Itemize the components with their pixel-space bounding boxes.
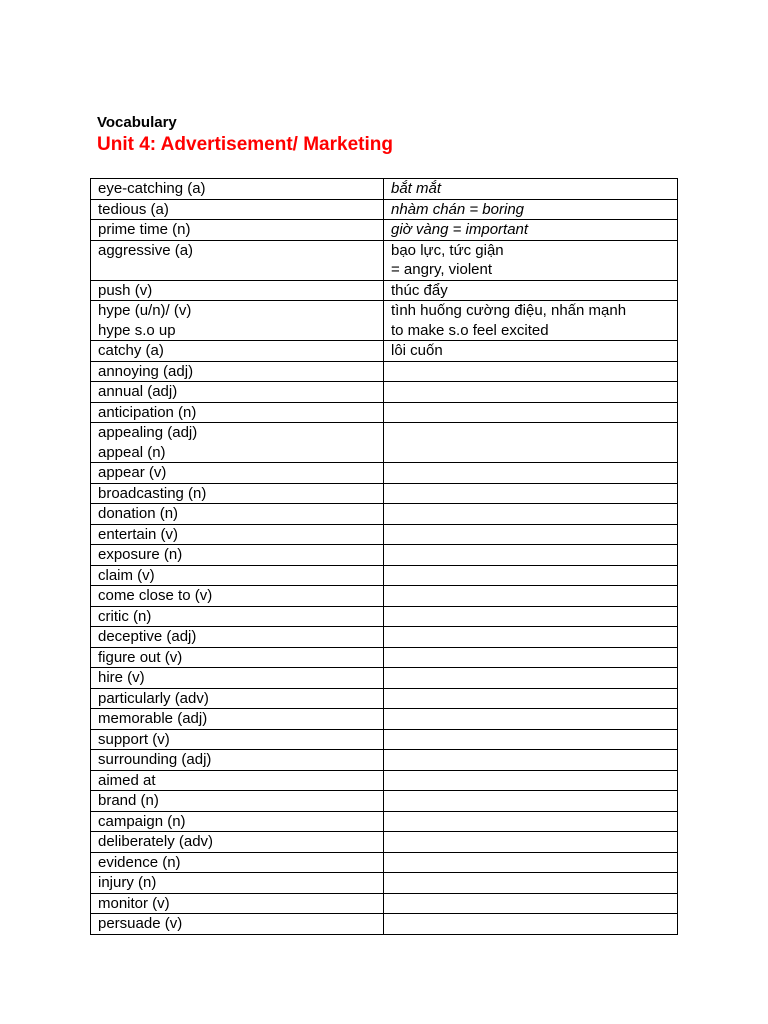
meaning-cell [384,280,678,301]
word-cell [91,220,384,241]
word-cell [91,873,384,894]
meaning-text: = angry, violent [391,261,493,278]
word-cell [91,688,384,709]
word-text: annual (adj) [98,383,178,400]
meaning-text: to make s.o feel excited [391,321,549,339]
word-text: brand (n) [98,792,159,809]
word-cell [91,811,384,832]
word-cell [91,382,384,403]
table-row [91,791,678,812]
word-text: catchy (a) [98,342,164,359]
table-row [91,832,678,853]
word-text: aggressive (a) [98,241,194,259]
word-cell [91,504,384,525]
table-row [91,709,678,730]
word-text: surrounding (adj) [98,751,212,768]
word-text: claim (v) [98,566,155,584]
meaning-text: bắt mắt [391,180,442,197]
meaning-cell [384,873,678,894]
word-text: hype s.o up [98,321,176,339]
table-row [91,402,678,423]
meaning-cell [384,791,678,812]
meaning-cell [384,586,678,607]
word-cell [91,463,384,484]
meaning-cell [384,341,678,362]
word-text: deliberately (adv) [98,833,214,850]
word-cell [91,524,384,545]
table-row [91,873,678,894]
table-row [91,770,678,791]
meaning-cell [384,463,678,484]
section-label: Vocabulary [97,114,177,131]
table-row [91,524,678,545]
meaning-cell [384,709,678,730]
meaning-text: tình huống cường điệu, nhấn mạnh [391,302,627,319]
meaning-cell [384,606,678,627]
table-row [91,627,678,648]
table-row [91,606,678,627]
table-row [91,586,678,607]
meaning-cell [384,770,678,791]
table-row [91,341,678,362]
word-text: appear (v) [98,464,167,481]
meaning-cell [384,914,678,935]
word-cell [91,668,384,689]
word-cell [91,709,384,730]
word-text: donation (n) [98,505,179,522]
table-row [91,565,678,586]
meaning-text: giờ vàng = important [391,221,529,238]
table-row [91,280,678,301]
table-row [91,811,678,832]
word-cell [91,586,384,607]
word-text: aimed at [98,771,156,789]
word-text: exposure (n) [98,546,183,563]
meaning-cell [384,199,678,220]
table-row [91,893,678,914]
word-text: prime time (n) [98,221,191,238]
table-row [91,668,678,689]
word-text: injury (n) [98,874,157,891]
word-cell [91,199,384,220]
word-cell [91,545,384,566]
meaning-cell [384,627,678,648]
table-row [91,220,678,241]
vocabulary-table-body [91,179,678,935]
table-row [91,688,678,709]
word-text: appealing (adj) [98,424,198,441]
word-cell [91,240,384,280]
meaning-cell [384,504,678,525]
table-row [91,179,678,200]
meaning-cell [384,729,678,750]
meaning-cell [384,382,678,403]
meaning-cell [384,483,678,504]
table-row [91,852,678,873]
word-text: push (v) [98,281,153,299]
table-row [91,647,678,668]
meaning-cell [384,750,678,771]
meaning-cell [384,565,678,586]
meaning-text: nhàm chán = boring [391,200,525,218]
table-row [91,750,678,771]
word-text: figure out (v) [98,648,183,666]
word-cell [91,647,384,668]
word-cell [91,791,384,812]
meaning-cell [384,220,678,241]
meaning-cell [384,240,678,280]
word-cell [91,750,384,771]
word-cell [91,729,384,750]
word-cell [91,402,384,423]
word-text: tedious (a) [98,200,169,218]
table-row [91,382,678,403]
meaning-cell [384,423,678,463]
table-row [91,301,678,341]
meaning-cell [384,852,678,873]
meaning-cell [384,402,678,423]
table-row [91,483,678,504]
word-text: memorable (adj) [98,710,208,727]
word-text: campaign (n) [98,812,186,830]
word-cell [91,627,384,648]
meaning-cell [384,893,678,914]
word-cell [91,852,384,873]
meaning-cell [384,647,678,668]
table-row [91,423,678,463]
word-cell [91,893,384,914]
word-text: entertain (v) [98,525,179,543]
word-cell [91,565,384,586]
table-row [91,914,678,935]
meaning-cell [384,545,678,566]
word-text: broadcasting (n) [98,484,207,502]
meaning-cell [384,524,678,545]
word-text: eye-catching (a) [98,180,206,197]
word-cell [91,341,384,362]
meaning-text: thúc đẩy [391,281,448,299]
word-cell [91,914,384,935]
meaning-cell [384,668,678,689]
vocabulary-table [90,178,678,935]
table-row [91,361,678,382]
meaning-cell [384,361,678,382]
table-row [91,240,678,280]
unit-title: Unit 4: Advertisement/ Marketing [97,134,393,155]
table-row [91,504,678,525]
meaning-cell [384,832,678,853]
word-cell [91,361,384,382]
table-row [91,463,678,484]
word-cell [91,606,384,627]
word-cell [91,301,384,341]
meaning-cell [384,688,678,709]
word-cell [91,832,384,853]
word-text: annoying (adj) [98,362,194,380]
word-text: particularly (adv) [98,689,209,707]
word-text: hype (u/n)/ (v) [98,302,192,319]
word-text: hire (v) [98,669,145,686]
word-text: critic (n) [98,607,152,625]
meaning-text: lôi cuốn [391,342,443,359]
word-cell [91,483,384,504]
word-cell [91,770,384,791]
meaning-text: bạo lực, tức giận [391,241,504,259]
word-text: anticipation (n) [98,403,197,421]
meaning-cell [384,811,678,832]
word-cell [91,179,384,200]
table-row [91,729,678,750]
table-row [91,545,678,566]
word-text: come close to (v) [98,587,213,604]
table-row [91,199,678,220]
word-text: persuade (v) [98,915,183,932]
word-cell [91,280,384,301]
meaning-cell [384,179,678,200]
word-cell [91,423,384,463]
word-text: support (v) [98,730,170,748]
word-text: deceptive (adj) [98,628,197,645]
word-text: evidence (n) [98,853,181,871]
meaning-cell [384,301,678,341]
word-text: monitor (v) [98,894,170,912]
word-text: appeal (n) [98,443,166,461]
